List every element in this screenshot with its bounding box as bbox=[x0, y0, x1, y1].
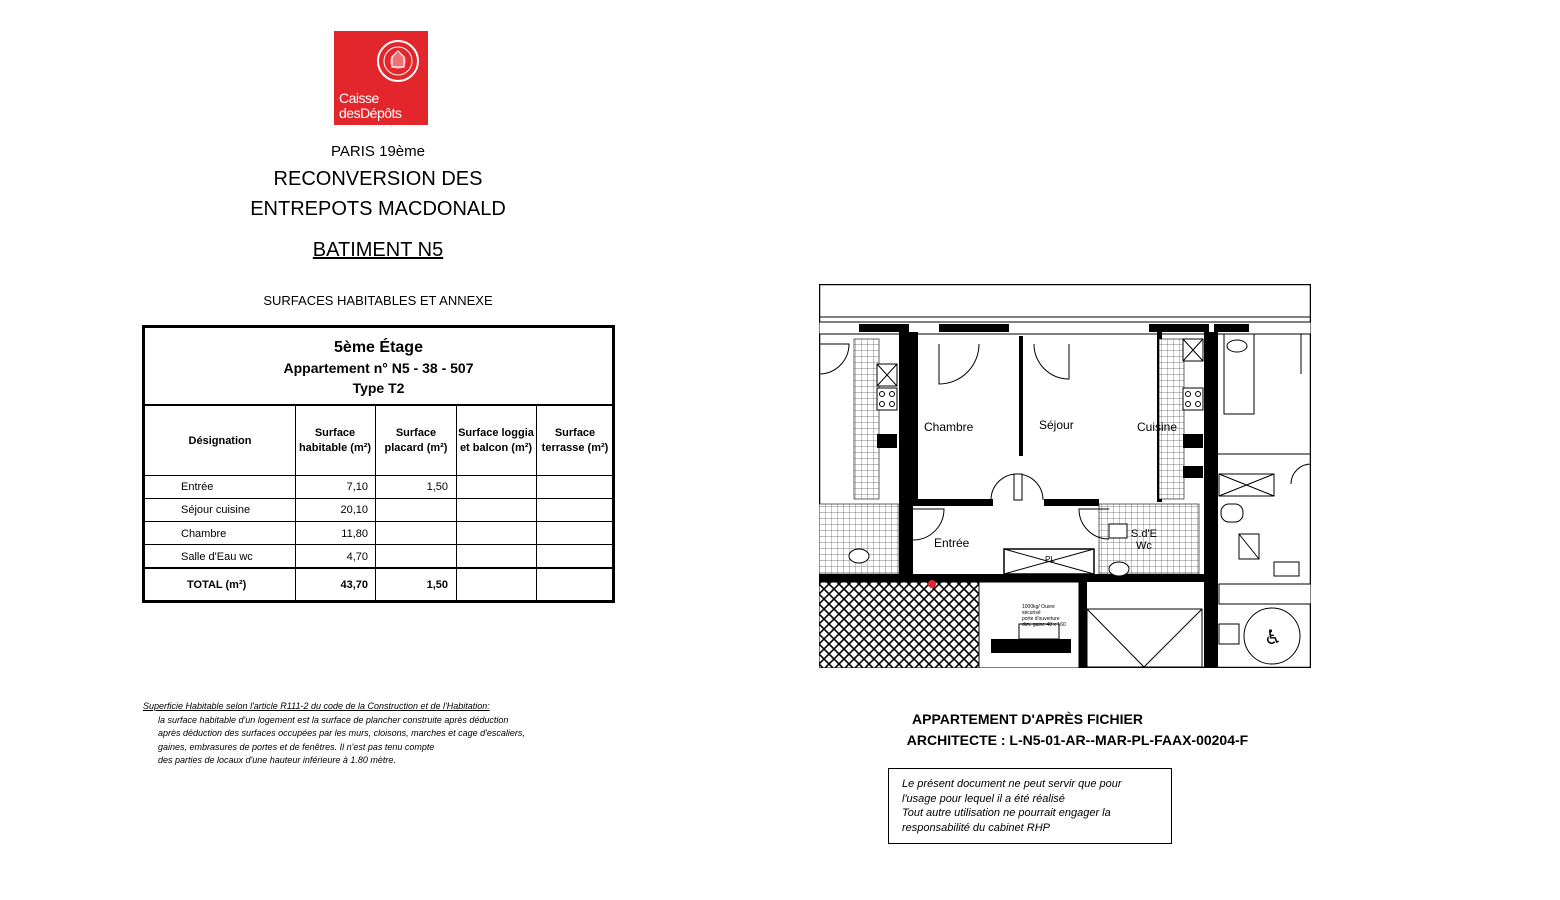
row-placard bbox=[375, 499, 448, 521]
floor-plan bbox=[819, 284, 1311, 668]
row-placard bbox=[375, 546, 448, 568]
total-label: TOTAL (m²) bbox=[187, 579, 247, 591]
row-habitable: 11,80 bbox=[341, 528, 368, 540]
apartment-label: Appartement n° N5 - 38 - 507 bbox=[283, 360, 474, 376]
footnote-line: la surface habitable d'un logement est la surface de plancher construite après déduction bbox=[158, 714, 509, 725]
total-placard: 1,50 bbox=[426, 579, 448, 591]
col-divider bbox=[536, 406, 537, 600]
row-name: Entrée bbox=[181, 481, 214, 493]
reference-line1: APPARTEMENT D'APRÈS FICHIER bbox=[912, 711, 1143, 727]
room-label-cuisine: Cuisine bbox=[1137, 420, 1178, 434]
shaft-note bbox=[1022, 604, 1066, 628]
shaft-note-line: porte d'ouverture bbox=[1022, 616, 1060, 622]
row-name: Chambre bbox=[181, 528, 227, 540]
disclaimer-line: Le présent document ne peut servir que pour bbox=[902, 778, 1122, 790]
room-label-sde-line1: S.d'E bbox=[1131, 528, 1157, 540]
disclaimer-box bbox=[888, 768, 1172, 844]
reference-line2: ARCHITECTE : L-N5-01-AR--MAR-PL-FAAX-00204-F bbox=[906, 732, 1249, 748]
type-label: Type T2 bbox=[352, 380, 405, 396]
row-placard bbox=[375, 523, 448, 545]
room-label-chambre: Chambre bbox=[924, 420, 974, 434]
building-title-text: BATIMENT N5 bbox=[312, 239, 444, 261]
architect-reference bbox=[780, 709, 1275, 751]
room-label-sde-line2: Wc bbox=[1136, 540, 1152, 552]
col-header-habitable: Surface habitable (m²) bbox=[298, 427, 372, 454]
col-header-terrasse: Surface terrasse (m²) bbox=[541, 427, 609, 454]
project-title-line1: RECONVERSION DES bbox=[273, 168, 483, 190]
disclaimer-line: Tout autre utilisation ne pourrait engager la bbox=[902, 807, 1111, 819]
room-label-salle-eau bbox=[1131, 528, 1157, 552]
shaft-note-line: dim. gaine 48 x 160 bbox=[1022, 622, 1066, 628]
row-divider bbox=[145, 521, 612, 522]
habitable-surface-footnote bbox=[143, 700, 613, 768]
row-placard: 1,50 bbox=[426, 481, 448, 493]
footnote-line: gaines, embrasures de portes et de fenêtres. Il n'est pas tenu compte bbox=[158, 741, 435, 752]
svg-text:♿: ♿ bbox=[1264, 625, 1282, 649]
disclaimer-line: responsabilité du cabinet RHP bbox=[902, 821, 1050, 834]
row-habitable: 4,70 bbox=[346, 551, 368, 563]
table-header bbox=[145, 328, 612, 406]
building-title bbox=[228, 239, 528, 262]
row-habitable: 7,10 bbox=[346, 481, 368, 493]
col-header-placard: Surface placard (m²) bbox=[384, 427, 448, 454]
footnote-line: des parties de locaux d'une hauteur inférieure à 1.80 mètre. bbox=[158, 755, 396, 765]
room-label-placard: PL bbox=[1045, 555, 1055, 564]
room-label-sejour: Séjour bbox=[1039, 418, 1074, 432]
surface-table bbox=[142, 325, 615, 603]
footnote-title: Superficie Habitable selon l'article R111-2 du code de la Construction et de l'Habitation: bbox=[143, 701, 490, 711]
col-header-designation: Désignation bbox=[188, 434, 252, 447]
project-title-line2: ENTREPOTS MACDONALD bbox=[250, 198, 506, 220]
row-habitable: 20,10 bbox=[340, 504, 368, 516]
logo-text-line2: desDépôts bbox=[339, 105, 402, 121]
row-name: Salle d'Eau wc bbox=[181, 551, 253, 563]
shaft-note-line: sécurisé bbox=[1022, 610, 1041, 616]
col-divider bbox=[456, 406, 457, 600]
disclaimer-line: l'usage pour lequel il a été réalisé bbox=[902, 792, 1065, 805]
city-label: PARIS 19ème bbox=[331, 143, 425, 160]
footnote-line: après déduction des surfaces occupées par les murs, cloisons, marches et cage d'escaliers, bbox=[158, 728, 525, 738]
caisse-des-depots-logo bbox=[334, 31, 428, 125]
floor-label: 5ème Étage bbox=[334, 339, 423, 356]
section-title: SURFACES HABITABLES ET ANNEXE bbox=[263, 293, 493, 308]
room-label-entree: Entrée bbox=[934, 536, 970, 550]
shaft-note-line: 1000kg/ Ouvre bbox=[1022, 604, 1055, 610]
row-name: Séjour cuisine bbox=[181, 504, 251, 516]
total-habitable: 43,70 bbox=[340, 579, 368, 591]
col-header-loggia: Surface loggia et balcon (m²) bbox=[458, 427, 534, 454]
logo-text-line1: Caisse bbox=[339, 90, 379, 106]
